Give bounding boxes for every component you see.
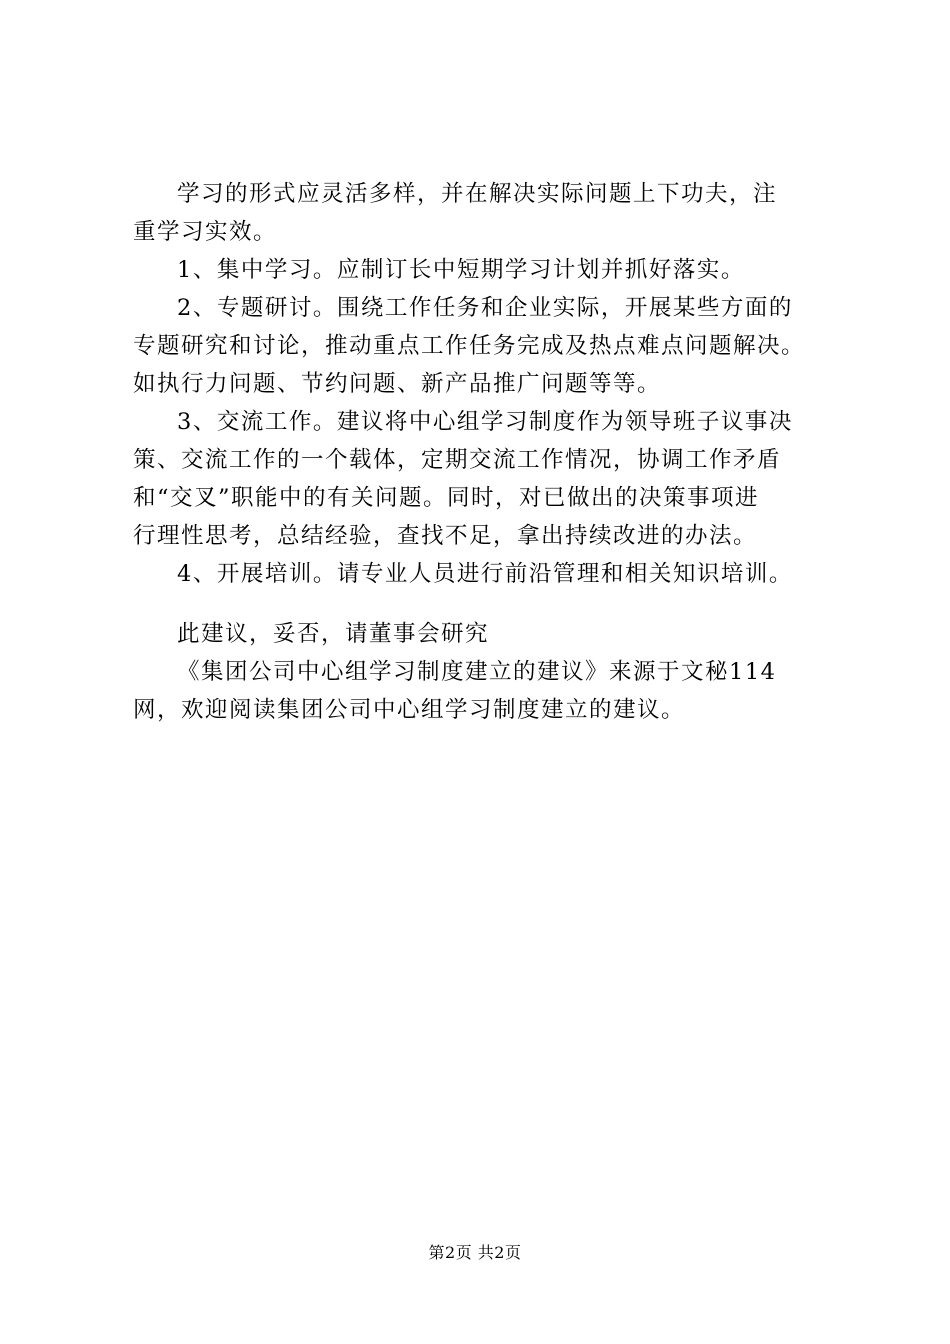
page-footer: 第2页 共2页 <box>428 1243 522 1262</box>
paragraph-line: 专题研究和讨论，推动重点工作任务完成及热点难点问题解决。 <box>133 333 806 359</box>
paragraph-line: 如执行力问题、节约问题、新产品推广问题等等。 <box>133 371 662 397</box>
paragraph-line: 学习的形式应灵活多样，并在解决实际问题上下功夫，注 <box>177 181 778 207</box>
paragraph-line: 行理性思考，总结经验，查找不足，拿出持续改进的办法。 <box>133 523 758 549</box>
paragraph-line: 重学习实效。 <box>133 219 278 245</box>
paragraph-line: 2、专题研讨。围绕工作任务和企业实际，开展某些方面的 <box>177 295 793 321</box>
paragraph-line: 策、交流工作的一个载体，定期交流工作情况，协调工作矛盾 <box>133 447 782 473</box>
paragraph-line: 1、集中学习。应制订长中短期学习计划并抓好落实。 <box>177 257 745 283</box>
document-body <box>133 175 833 729</box>
paragraph-line: 网，欢迎阅读集团公司中心组学习制度建立的建议。 <box>133 697 686 723</box>
paragraph-line: 3、交流工作。建议将中心组学习制度作为领导班子议事决 <box>177 409 793 435</box>
paragraph-gap <box>133 593 833 615</box>
paragraph-line: 和“交叉”职能中的有关问题。同时，对已做出的决策事项进 <box>133 485 760 511</box>
paragraph-line: 《集团公司中心组学习制度建立的建议》来源于文秘114 <box>177 659 777 685</box>
paragraph-line: 此建议，妥否，请董事会研究 <box>177 621 490 647</box>
paragraph-line: 4、开展培训。请专业人员进行前沿管理和相关知识培训。 <box>177 561 793 587</box>
